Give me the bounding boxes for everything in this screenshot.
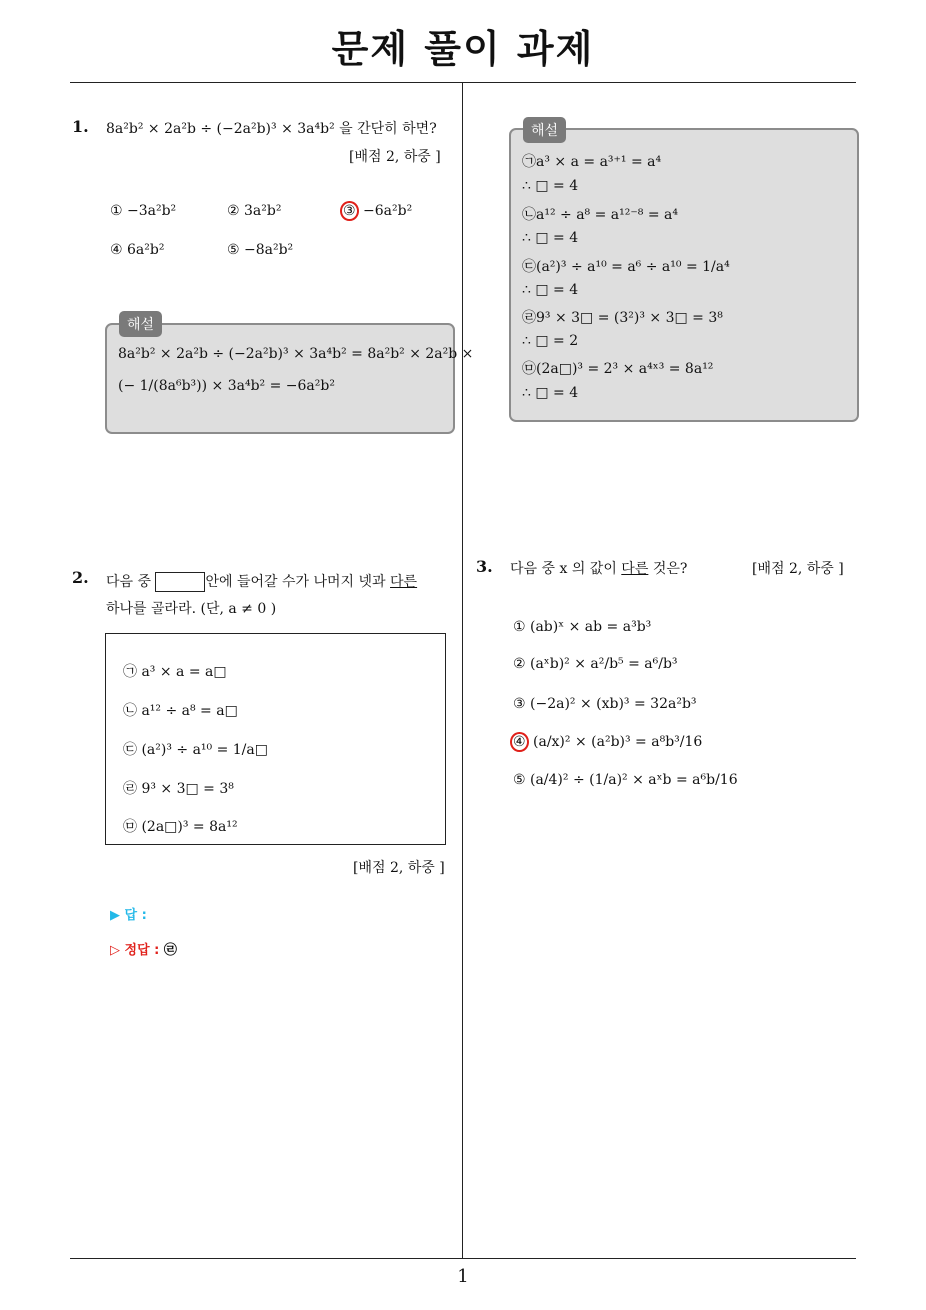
page-title: 문제 풀이 과제 — [331, 27, 595, 71]
q3-option-1[interactable]: ① (ab)ˣ × ab = a³b³ — [513, 619, 652, 635]
q2-item-4: ㉣ 9³ × 3□ = 3⁸ — [123, 781, 234, 797]
q1-meta: [배점 2, 하중 ] — [349, 149, 441, 165]
q2-correct-label: ▷ 정답 : — [110, 943, 160, 958]
q2-answer-label: ▶ 답 : — [110, 908, 147, 923]
q3-text-c: 것은? — [652, 561, 688, 577]
column-divider — [462, 83, 463, 1258]
bottom-rule — [70, 1258, 856, 1259]
q3-text — [510, 558, 687, 578]
q1-option-1[interactable]: ① −3a²b² — [110, 203, 177, 219]
q2-item-1: ㉠ a³ × a = a□ — [123, 664, 227, 680]
right-solution-line: ㉣9³ × 3□ = (3²)³ × 3□ = 3⁸ — [522, 310, 723, 326]
q2-item-2: ㉡ a¹² ÷ a⁸ = a□ — [123, 703, 238, 719]
q1-option-5[interactable]: ⑤ −8a²b² — [227, 242, 294, 258]
q3-text-b: 다른 — [621, 561, 649, 577]
q1-option-3-text: −6a²b² — [363, 203, 413, 219]
q3-option-4-text: (a/x)² × (a²b)³ = a⁸b³/16 — [533, 734, 703, 750]
q2-text-c: 다른 — [390, 574, 418, 590]
q2-blank-box — [155, 572, 205, 592]
right-solution-tag: 해설 — [523, 117, 566, 143]
q1-solution-line-2: (− 1/(8a⁶b³)) × 3a⁴b² = −6a²b² — [118, 378, 335, 394]
q1-option-2[interactable]: ② 3a²b² — [227, 203, 282, 219]
q1-option-4[interactable]: ④ 6a²b² — [110, 242, 165, 258]
q2-item-3: ㉢ (a²)³ ÷ a¹⁰ = 1/a□ — [123, 742, 268, 758]
right-solution-line: ㉤(2a□)³ = 2³ × a⁴ˣ³ = 8a¹² — [522, 361, 714, 377]
q3-option-2[interactable]: ② (aˣb)² × a²/b⁵ = a⁶/b³ — [513, 656, 678, 672]
q2-correct-value: ㉣ — [163, 943, 177, 958]
q2-number: 2. — [72, 568, 89, 587]
q1-number: 1. — [72, 117, 89, 136]
right-solution-line: ∴ □ = 2 — [522, 333, 579, 349]
q1-solution-tag: 해설 — [119, 311, 162, 337]
q2-text-line-2: 하나를 골라라. (단, a ≠ 0 ) — [106, 601, 277, 617]
q3-text-a: 다음 중 x 의 값이 — [510, 561, 617, 577]
q3-option-3[interactable]: ③ (−2a)² × (xb)³ = 32a²b³ — [513, 696, 697, 712]
q3-meta: [배점 2, 하중 ] — [752, 561, 844, 577]
q1-solution-line-1: 8a²b² × 2a²b ÷ (−2a²b)³ × 3a⁴b² = 8a²b² × 2a²b × — [118, 346, 474, 362]
right-solution-line: ∴ □ = 4 — [522, 385, 579, 401]
q3-option-5[interactable]: ⑤ (a/4)² ÷ (1/a)² × aˣb = a⁶b/16 — [513, 772, 738, 788]
q1-text: 8a²b² × 2a²b ÷ (−2a²b)³ × 3a⁴b² 을 간단히 하면? — [106, 121, 437, 137]
right-solution-line: ㉡a¹² ÷ a⁸ = a¹²⁻⁸ = a⁴ — [522, 207, 678, 223]
q2-text-line-1 — [106, 571, 417, 592]
q3-selected-mark: ④ — [510, 732, 529, 752]
page-number: 1 — [457, 1266, 469, 1287]
right-solution-line: ㉢(a²)³ ÷ a¹⁰ = a⁶ ÷ a¹⁰ = 1/a⁴ — [522, 259, 730, 275]
q2-text-b: 안에 들어갈 수가 나머지 넷과 — [205, 574, 386, 590]
q1-option-3[interactable] — [340, 201, 412, 221]
q3-number: 3. — [476, 557, 493, 576]
q2-text-a: 다음 중 — [106, 574, 152, 590]
q3-option-4[interactable] — [510, 732, 702, 752]
q1-selected-mark: ③ — [340, 201, 359, 221]
q2-meta: [배점 2, 하중 ] — [353, 860, 445, 876]
q2-correct-row — [110, 939, 177, 958]
right-solution-line: ∴ □ = 4 — [522, 282, 579, 298]
top-rule — [70, 82, 856, 83]
q2-item-5: ㉤ (2a□)³ = 8a¹² — [123, 819, 238, 835]
right-solution-line: ㉠a³ × a = a³⁺¹ = a⁴ — [522, 154, 662, 170]
right-solution-line: ∴ □ = 4 — [522, 178, 579, 194]
right-solution-line: ∴ □ = 4 — [522, 230, 579, 246]
